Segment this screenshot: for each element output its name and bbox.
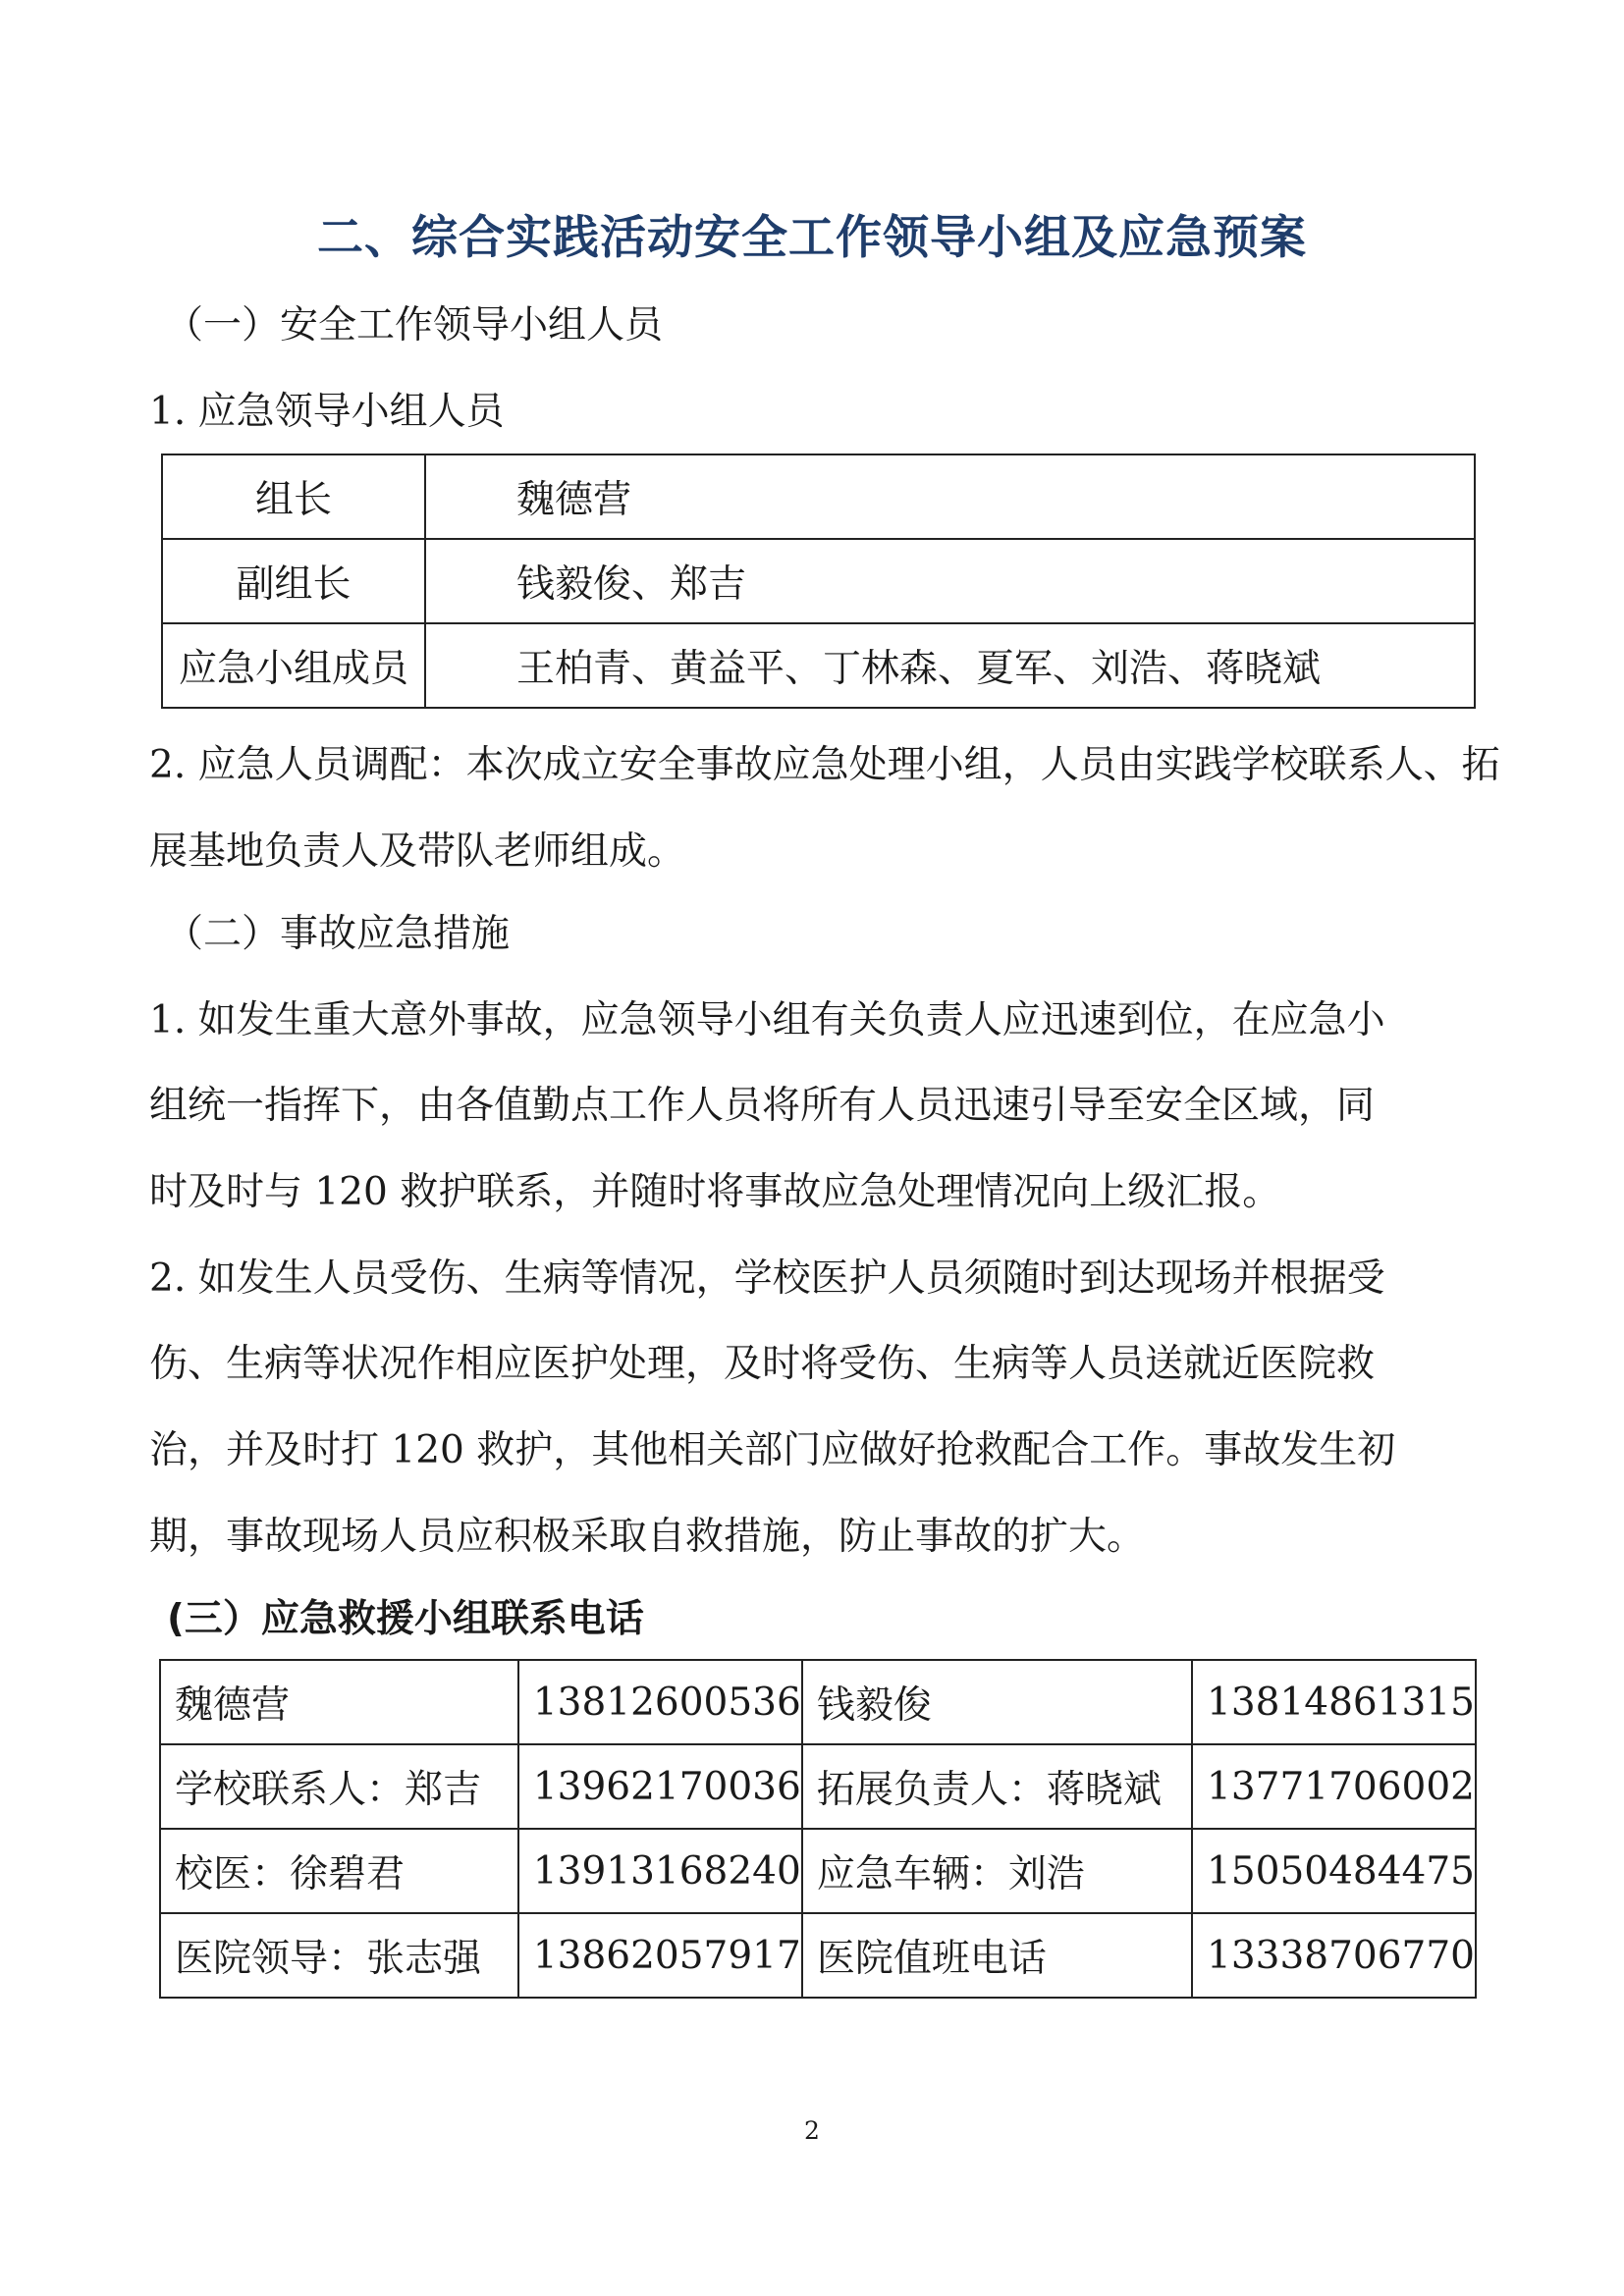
- leaders-table: [161, 454, 1476, 709]
- measure2-line: 2. 如发生人员受伤、生病等情况，学校医护人员须随时到达现场并根据受: [149, 1256, 1385, 1301]
- staffing-paragraph-line: 2. 应急人员调配：本次成立安全事故应急处理小组，人员由实践学校联系人、拓: [149, 743, 1500, 787]
- contact-name-cell: 拓展负责人：蒋晓斌: [802, 1744, 1192, 1829]
- table-row: [160, 1660, 1476, 1744]
- contact-name-cell: 应急车辆：刘浩: [802, 1829, 1192, 1913]
- contact-name-cell: 医院领导：张志强: [160, 1913, 518, 1998]
- measure2-line: 治，并及时打 120 救护，其他相关部门应做好抢救配合工作。事故发生初: [149, 1428, 1396, 1472]
- role-cell: 组长: [162, 454, 425, 539]
- phone-cell: 13862057917: [518, 1913, 802, 1998]
- measure1-line: 组统一指挥下，由各值勤点工作人员将所有人员迅速引导至安全区域，同: [149, 1084, 1376, 1128]
- measure2-line: 伤、生病等状况作相应医护处理，及时将受伤、生病等人员送就近医院救: [149, 1342, 1376, 1386]
- contacts-table: [159, 1659, 1477, 1999]
- contact-name-cell: 医院值班电话: [802, 1913, 1192, 1998]
- table-row: [162, 454, 1475, 539]
- table-row: [162, 539, 1475, 623]
- phone-cell: 13962170036: [518, 1744, 802, 1829]
- page-title: 二、综合实践活动安全工作领导小组及应急预案: [317, 211, 1307, 265]
- section1-subheading: 1. 应急领导小组人员: [149, 390, 505, 434]
- staffing-paragraph-line: 展基地负责人及带队老师组成。: [149, 829, 686, 874]
- contact-name-cell: 钱毅俊: [802, 1660, 1192, 1744]
- section2-heading: （二）事故应急措施: [165, 912, 511, 956]
- phone-cell: 13338706770: [1192, 1913, 1476, 1998]
- page-number: 2: [804, 2116, 820, 2145]
- table-row: [162, 623, 1475, 708]
- contact-name-cell: 校医：徐碧君: [160, 1829, 518, 1913]
- table-row: [160, 1913, 1476, 1998]
- phone-cell: 13913168240: [518, 1829, 802, 1913]
- role-cell: 应急小组成员: [162, 623, 425, 708]
- contact-name-cell: 魏德营: [160, 1660, 518, 1744]
- phone-cell: 13814861315: [1192, 1660, 1476, 1744]
- names-cell: 魏德营: [425, 454, 1475, 539]
- phone-cell: 15050484475: [1192, 1829, 1476, 1913]
- names-cell: 王柏青、黄益平、丁林森、夏军、刘浩、蒋晓斌: [425, 623, 1475, 708]
- measure1-line: 1. 如发生重大意外事故，应急领导小组有关负责人应迅速到位，在应急小: [149, 998, 1385, 1042]
- contact-name-cell: 学校联系人：郑吉: [160, 1744, 518, 1829]
- section1-heading: （一）安全工作领导小组人员: [165, 303, 664, 347]
- table-row: [160, 1744, 1476, 1829]
- table-row: [160, 1829, 1476, 1913]
- measure2-line: 期，事故现场人员应积极采取自救措施，防止事故的扩大。: [149, 1515, 1146, 1559]
- phone-cell: 13771706002: [1192, 1744, 1476, 1829]
- names-cell: 钱毅俊、郑吉: [425, 539, 1475, 623]
- measure1-line: 时及时与 120 救护联系，并随时将事故应急处理情况向上级汇报。: [149, 1170, 1281, 1214]
- phone-cell: 13812600536: [518, 1660, 802, 1744]
- role-cell: 副组长: [162, 539, 425, 623]
- section3-heading: (三）应急救援小组联系电话: [167, 1597, 644, 1641]
